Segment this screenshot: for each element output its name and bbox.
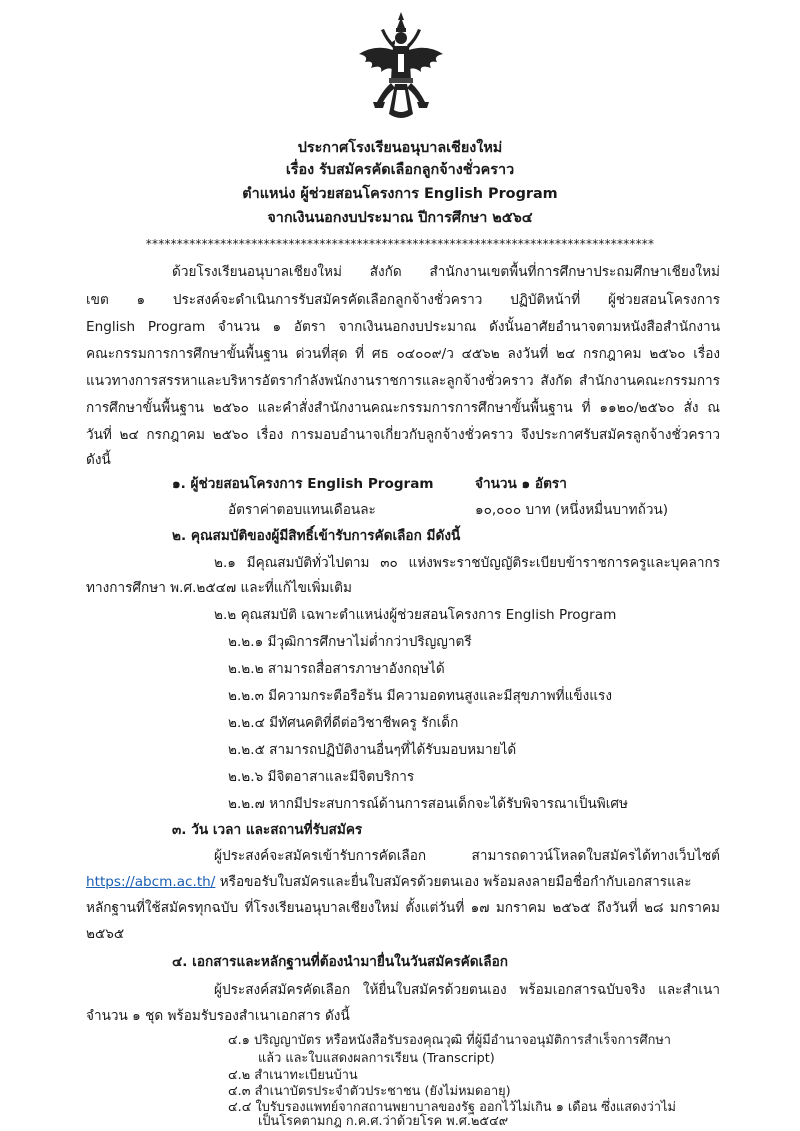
qualification-item: ๒.๒.๗ หากมีประสบการณ์ด้านการสอนเด็กจะได้รับพิจารณาเป็นพิเศษ — [228, 796, 628, 812]
section2-general-line-1: ๒.๑ มีคุณสมบัติทั่วไปตาม ๓๐ แห่งพระราชบัญญัติระเบียบข้าราชการครูและบุคลากร — [214, 555, 720, 571]
section1-pay-label: อัตราค่าตอบแทนเดือนละ — [228, 502, 376, 518]
title-line-1: ประกาศโรงเรียนอนุบาลเชียงใหม่ — [297, 140, 503, 156]
intro-line-5: แนวทางการสรรหาและบริหารอัตรากำลังพนักงานราชการและลูกจ้างชั่วคราว สังกัด สำนักงานคณะกรรมการ — [86, 373, 720, 389]
separator-stars: ********************************************************************************** — [145, 237, 655, 251]
section1-pay-value: ๑๐,๐๐๐ บาท (หนึ่งหมื่นบาทถ้วน) — [475, 502, 669, 518]
garuda-emblem-icon — [355, 10, 447, 128]
section4-heading: ๔. เอกสารและหลักฐานที่ต้องนำมายื่นในวันสมัครคัดเลือก — [172, 954, 508, 970]
section4-intro-line-2: จำนวน ๑ ชุด พร้อมรับรองสำเนาเอกสาร ดังนี้ — [86, 1008, 350, 1024]
section1-count: จำนวน ๑ อัตรา — [475, 476, 567, 492]
qualification-item: ๒.๒.๓ มีความกระตือรือร้น มีความอดทนสูงและมีสุขภาพที่แข็งแรง — [228, 688, 612, 704]
qualification-item: ๒.๒.๔ มีทัศนคติที่ดีต่อวิชาชีพครู รักเด็ก — [228, 715, 459, 731]
section2-general-line-2: ทางการศึกษา พ.ศ.๒๕๔๗ และที่แก้ไขเพิ่มเติม — [86, 580, 352, 596]
section3-line-1: ผู้ประสงค์จะสมัครเข้ารับการคัดเลือก สามารถดาวน์โหลดใบสมัครได้ทางเว็บไซต์ — [214, 848, 720, 864]
section3-heading: ๓. วัน เวลา และสถานที่รับสมัคร — [172, 822, 363, 838]
intro-line-2: เขต ๑ ประสงค์จะดำเนินการรับสมัครคัดเลือกลูกจ้างชั่วคราว ปฏิบัติหน้าที่ ผู้ช่วยสอนโครงการ — [86, 292, 720, 308]
section4-intro-line-1: ผู้ประสงค์สมัครคัดเลือก ให้ยื่นใบสมัครด้วยตนเอง พร้อมเอกสารฉบับจริง และสำเนา — [214, 982, 720, 998]
intro-line-4: คณะกรรมการการศึกษาขั้นพื้นฐาน ด่วนที่สุด ที่ ศธ ๐๔๐๐๙/ว ๔๕๖๒ ลงวันที่ ๒๔ กรกฎาคม ๒๕๖๐ เรื่อง — [86, 346, 720, 362]
title-line-3: ตำแหน่ง ผู้ช่วยสอนโครงการ English Program — [242, 186, 558, 202]
document-item: ๔.๒ สำเนาทะเบียนบ้าน — [228, 1068, 358, 1083]
qualification-item: ๒.๒.๒ สามารถสื่อสารภาษาอังกฤษได้ — [228, 661, 445, 677]
document-item: ๔.๓ สำเนาบัตรประจำตัวประชาชน (ยังไม่หมดอายุ) — [228, 1084, 511, 1099]
document-item: ๔.๔ ใบรับรองแพทย์จากสถานพยาบาลของรัฐ ออกไว้ไม่เกิน ๑ เดือน ซึ่งแสดงว่าไม่ — [228, 1100, 676, 1115]
section1-heading: ๑. ผู้ช่วยสอนโครงการ English Program — [172, 476, 434, 492]
qualification-item: ๒.๒.๖ มีจิตอาสาและมีจิตบริการ — [228, 769, 415, 785]
section2-heading: ๒. คุณสมบัติของผู้มีสิทธิ์เข้ารับการคัดเลือก มีดังนี้ — [172, 528, 461, 544]
qualification-item: ๒.๒.๕ สามารถปฏิบัติงานอื่นๆที่ได้รับมอบหมายได้ — [228, 742, 517, 758]
section3-line-3: หลักฐานที่ใช้สมัครทุกฉบับ ที่โรงเรียนอนุบาลเชียงใหม่ ตั้งแต่วันที่ ๑๗ มกราคม ๒๕๖๕ ถึงวันที่ ๒๘ มกราคม — [86, 900, 720, 916]
intro-line-8: ดังนี้ — [86, 452, 111, 468]
title-line-2: เรื่อง รับสมัครคัดเลือกลูกจ้างชั่วคราว — [285, 162, 515, 178]
qualification-item: ๒.๒.๑ มีวุฒิการศึกษาไม่ต่ำกว่าปริญญาตรี — [228, 634, 472, 650]
section3-line-2-text: หรือขอรับใบสมัครและยื่นใบสมัครด้วยตนเอง พร้อมลงลายมือชื่อกำกับเอกสารและ — [215, 874, 692, 890]
section2-specific-heading: ๒.๒ คุณสมบัติ เฉพาะตำแหน่งผู้ช่วยสอนโครงการ English Program — [214, 607, 617, 623]
intro-line-1: ด้วยโรงเรียนอนุบาลเชียงใหม่ สังกัด สำนักงานเขตพื้นที่การศึกษาประถมศึกษาเชียงใหม่ — [172, 264, 720, 280]
intro-line-3: English Program จำนวน ๑ อัตรา จากเงินนอกงบประมาณ ดังนั้นอาศัยอำนาจตามหนังสือสำนักงาน — [86, 319, 720, 335]
document-item: ๔.๑ ปริญญาบัตร หรือหนังสือรับรองคุณวุฒิ ที่ผู้มีอำนาจอนุมัติการสำเร็จการศึกษา — [228, 1033, 671, 1048]
section3-line-4: ๒๕๖๕ — [86, 926, 125, 942]
section3-line-2 — [86, 872, 692, 892]
document-item-continued: แล้ว และใบแสดงผลการเรียน (Transcript) — [258, 1051, 495, 1066]
title-line-4: จากเงินนอกงบประมาณ ปีการศึกษา ๒๕๖๔ — [267, 210, 533, 226]
intro-line-6: การศึกษาขั้นพื้นฐาน ๒๕๖๐ และคำสั่งสำนักงานคณะกรรมการการศึกษาขั้นพื้นฐาน ที่ ๑๑๒๐/๒๕๖๐ สั่ง ณ — [86, 400, 720, 416]
document-item-continued: เป็นโรคตามกฎ ก.ค.ศ.ว่าด้วยโรค พ.ศ.๒๕๔๙ — [258, 1114, 509, 1129]
application-website-link[interactable]: https://abcm.ac.th/ — [86, 874, 216, 890]
intro-line-7: วันที่ ๒๔ กรกฎาคม ๒๕๖๐ เรื่อง การมอบอำนาจเกี่ยวกับลูกจ้างชั่วคราว จึงประกาศรับสมัครลูกจ้างชั่วคราว — [86, 427, 720, 443]
